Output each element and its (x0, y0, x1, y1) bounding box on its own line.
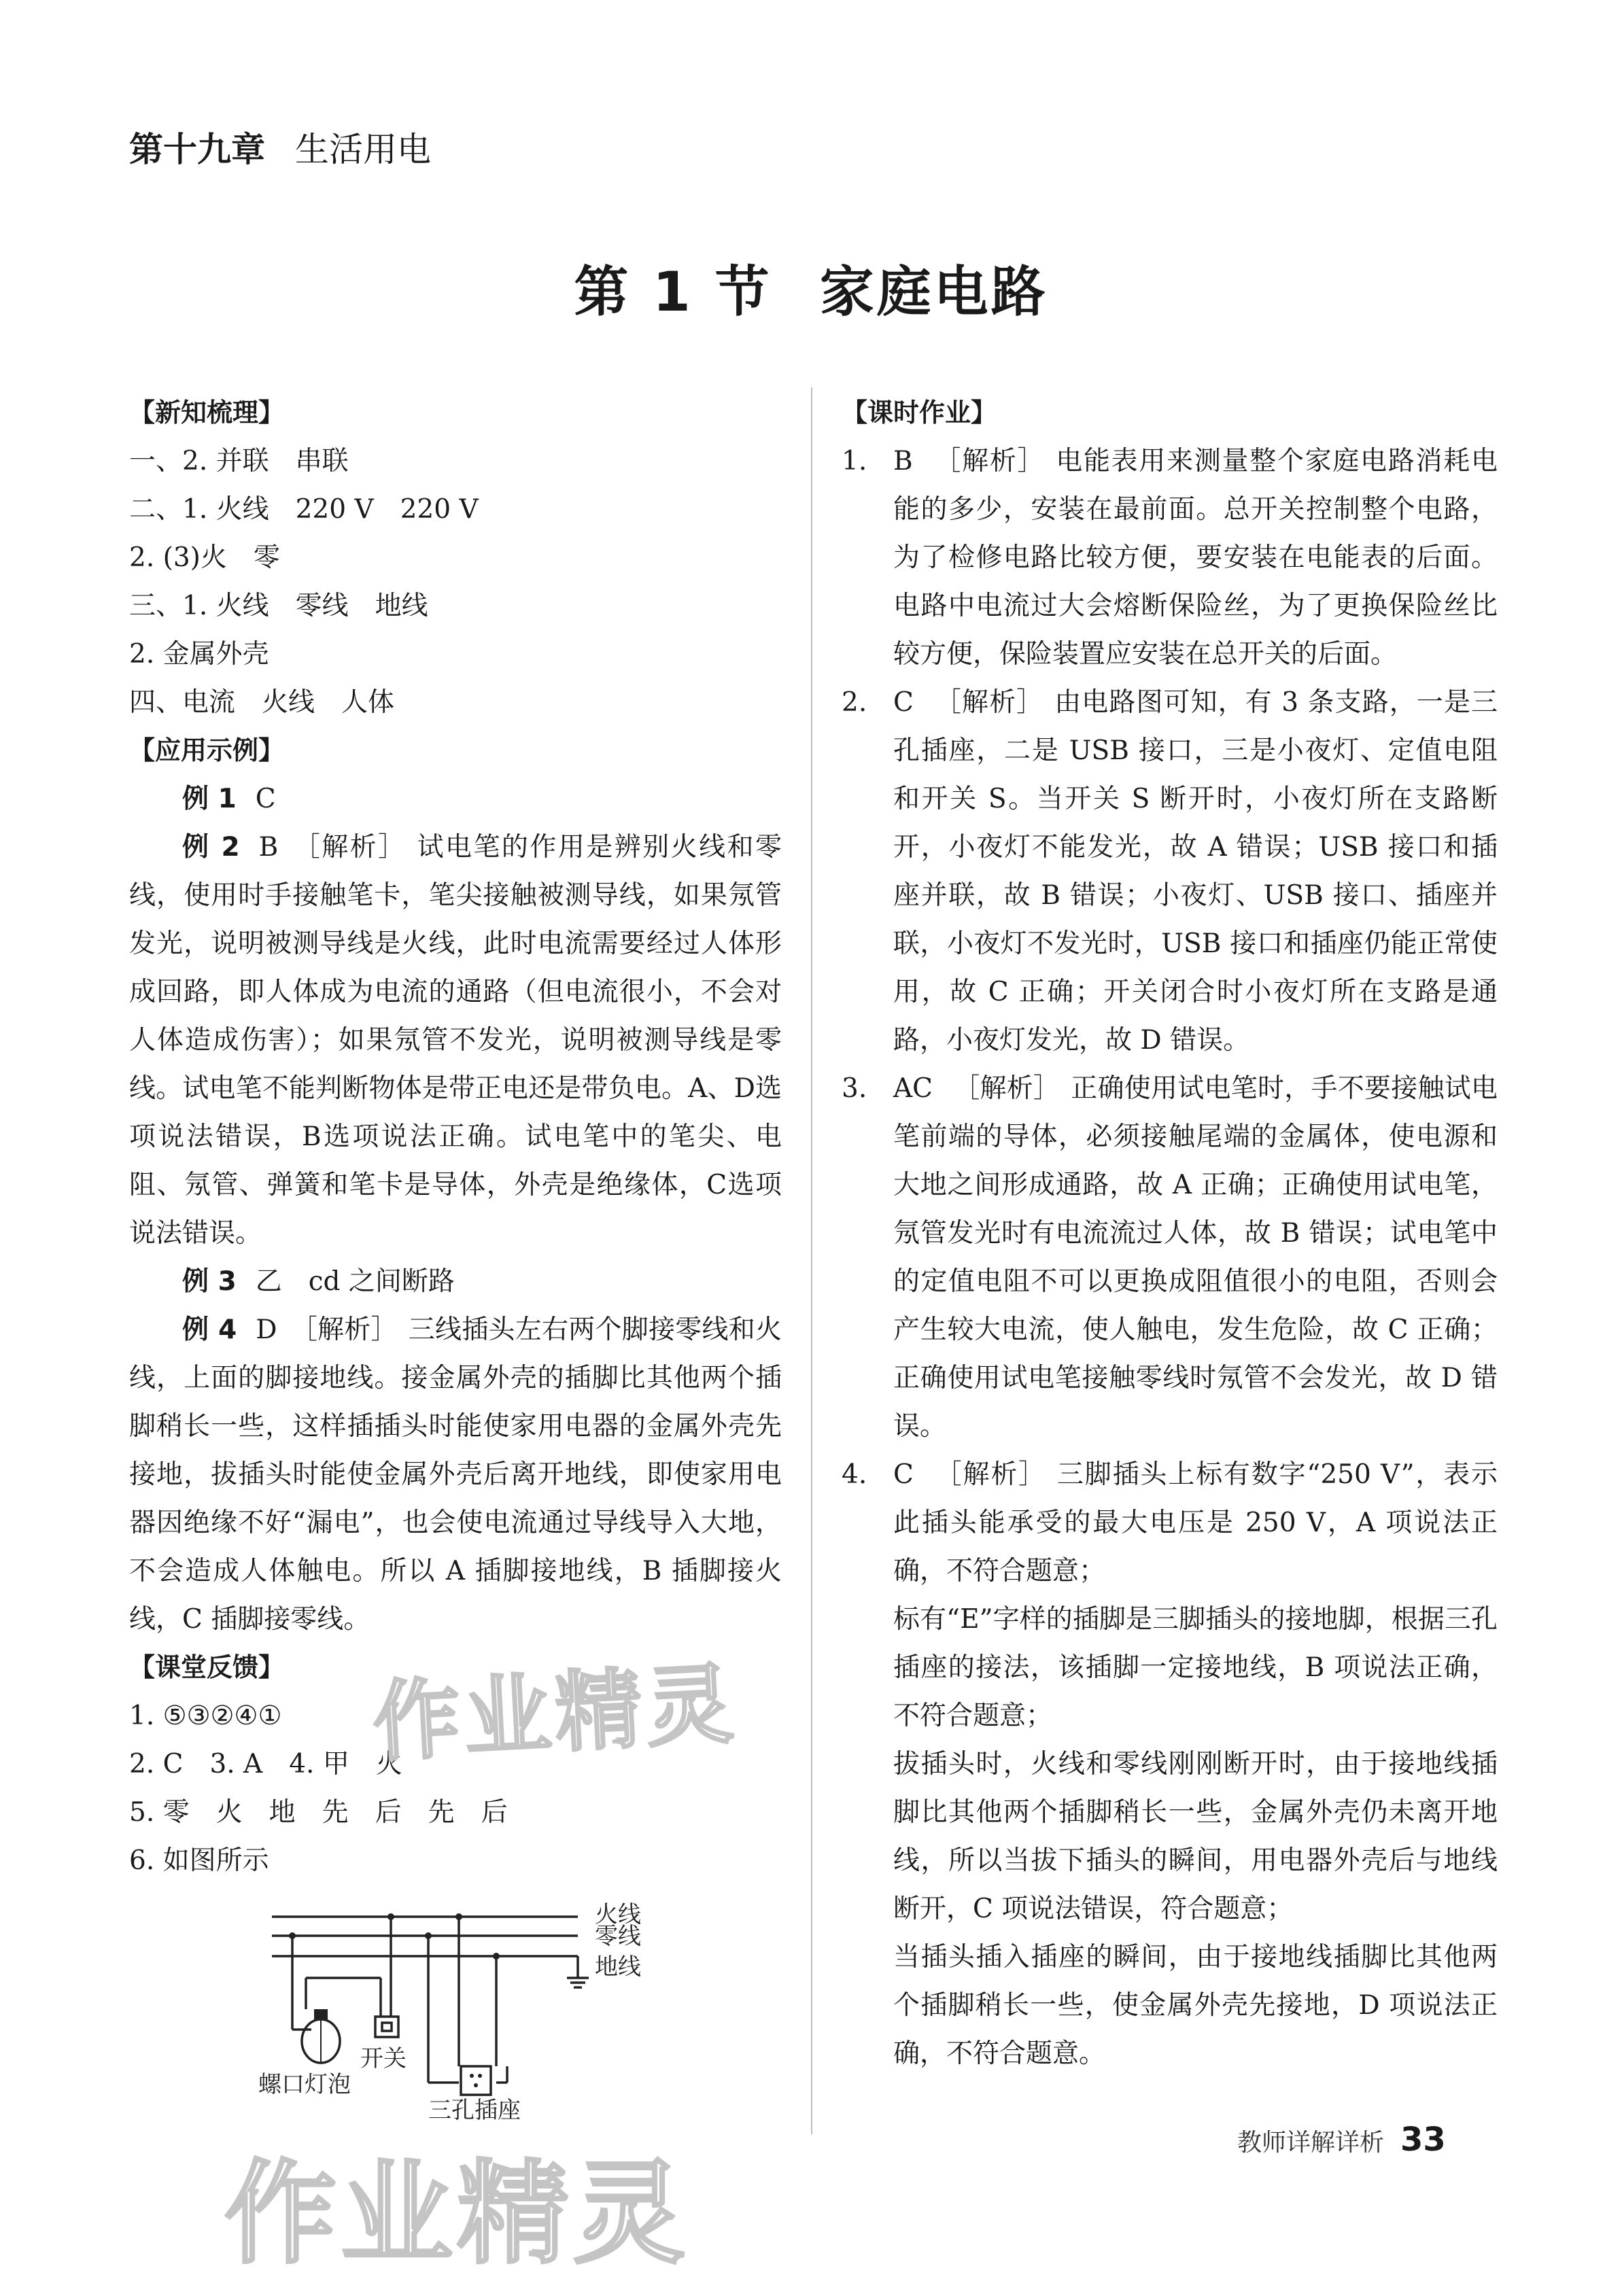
item-number: 1. (842, 446, 867, 476)
example-label: 例 4 (182, 1315, 237, 1345)
xinzhi-line: 一、2. 并联 串联 (129, 446, 349, 476)
analysis-tag: ［解析］ (933, 687, 1044, 718)
item-answer: C (893, 1459, 914, 1490)
xinzhi-line: 2. (3)火 零 (129, 542, 280, 573)
homework-item-4 (842, 1450, 1498, 1595)
homework-item-2 (842, 678, 1498, 1064)
example-answer: D (256, 1315, 277, 1345)
ketang-line: 5. 零 火 地 先 后 先 后 (129, 1797, 508, 1828)
homework-item-3 (842, 1064, 1498, 1450)
item-answer: AC (893, 1073, 933, 1104)
watermark: 作业精灵 (370, 1654, 740, 1774)
analysis-tag: ［解析］ (953, 1073, 1060, 1104)
label-live: 火线 (595, 1901, 641, 1928)
item-answer: B (893, 446, 913, 476)
section-heading-yingyong: 【应用示例】 (129, 735, 285, 765)
ketang-line: 1. ⑤③②④① (129, 1701, 282, 1731)
analysis-tag: ［解析］ (933, 446, 1046, 476)
section-heading-keshi: 【课时作业】 (842, 398, 997, 428)
page-number: 33 (1400, 2121, 1446, 2159)
example-answer: 乙 cd 之间断路 (255, 1266, 455, 1297)
chapter-heading (129, 122, 431, 171)
example-2 (129, 823, 782, 1257)
label-switch: 开关 (360, 2045, 407, 2072)
item-number: 4. (842, 1459, 867, 1490)
item-analysis: 由电路图可知，有 3 条支路，一是三孔插座，二是 USB 接口，三是小夜灯、定值电阻和开关 S。当开关 S 断开时，小夜灯所在支路断开，小夜灯不能发光，故 A 错误；USB 接口和插座并联，故 B 错误；小夜灯、USB 接口、插座并联，小夜灯不发光时，USB 接口和插座仍能正常使用，故 C 正确；开关闭合时小夜灯所在支路是通路，小夜灯发光，故 D 错误。 (893, 687, 1498, 1056)
item-analysis: 三脚插头上标有数字“250 V”，表示此插头能承受的最大电压是 250 V，A 项说法正确，不符合题意； (893, 1459, 1498, 1586)
switch-box (375, 2017, 398, 2037)
analysis-tag: ［解析］ (292, 832, 407, 863)
chapter-number: 第十九章 (129, 130, 265, 169)
example-4 (129, 1306, 782, 1643)
label-socket: 三孔插座 (428, 2097, 521, 2121)
label-bulb: 螺口灯泡 (258, 2071, 351, 2098)
analysis-tag: ［解析］ (933, 1459, 1046, 1490)
section-number: 第 1 节 (574, 260, 772, 324)
xinzhi-line: 四、电流 火线 人体 (129, 687, 395, 718)
ketang-line: 6. 如图所示 (129, 1845, 269, 1876)
section-heading-ketang: 【课堂反馈】 (129, 1652, 285, 1682)
example-analysis: 三线插头左右两个脚接零线和火线，上面的脚接地线。接金属外壳的插脚比其他两个插脚稍长一些，这样插插头时能使家用电器的金属外壳先接地，拔插头时能使金属外壳后离开地线，即使家用电器因绝缘不好“漏电”，也会使电流通过导线导入大地，不会造成人体触电。所以 A 插脚接地线，B 插脚接火线，C 插脚接零线。 (129, 1315, 782, 1635)
bulb-screw-base (314, 2009, 328, 2020)
example-label: 例 3 (182, 1266, 237, 1297)
example-label: 例 2 (182, 832, 240, 863)
xinzhi-line: 三、1. 火线 零线 地线 (129, 591, 428, 621)
homework-item-1 (842, 437, 1498, 678)
circuit-diagram (224, 1876, 714, 2121)
example-label: 例 1 (182, 784, 237, 814)
item-4-paragraph: 标有“E”字样的插脚是三脚插头的接地脚，根据三孔插座的接法，该插脚一定接地线，B 项说法正确，不符合题意； (893, 1604, 1498, 1731)
item-answer: C (893, 687, 914, 718)
xinzhi-line: 二、1. 火线 220 V 220 V (129, 494, 479, 525)
ketang-line: 2. C 3. A 4. 甲 火 (129, 1749, 402, 1779)
item-4-paragraph: 当插头插入插座的瞬间，由于接地线插脚比其他两个插脚稍长一些，使金属外壳先接地，D 项说法正确，不符合题意。 (893, 1942, 1498, 2069)
column-divider (811, 387, 812, 2134)
example-answer: C (255, 784, 276, 814)
page-footer (1237, 2121, 1446, 2159)
watermark: 作业精灵 (224, 2149, 689, 2279)
example-3 (129, 1257, 782, 1306)
xinzhi-line: 2. 金属外壳 (129, 639, 269, 669)
example-1 (129, 775, 782, 823)
socket-box (461, 2066, 491, 2095)
page-title (0, 248, 1622, 326)
label-neutral: 零线 (595, 1923, 641, 1950)
footer-label: 教师详解详析 (1237, 2129, 1385, 2157)
item-4-paragraph: 拔插头时，火线和零线刚刚断开时，由于接地线插脚比其他两个插脚稍长一些，金属外壳仍未离开地线，所以当拔下插头的瞬间，用电器外壳后与地线断开，C 项说法错误，符合题意； (893, 1749, 1498, 1924)
label-ground: 地线 (595, 1953, 641, 1981)
chapter-name: 生活用电 (295, 130, 431, 169)
item-number: 2. (842, 687, 867, 718)
item-analysis: 电能表用来测量整个家庭电路消耗电能的多少，安装在最前面。总开关控制整个电路，为了检修电路比较方便，要安装在电能表的后面。电路中电流过大会熔断保险丝，为了更换保险丝比较方便，保险装置应安装在总开关的后面。 (893, 446, 1498, 669)
analysis-tag: ［解析］ (290, 1315, 398, 1345)
section-name: 家庭电路 (819, 260, 1048, 324)
example-analysis: 试电笔的作用是辨别火线和零线，使用时手接触笔卡，笔尖接触被测导线，如果氖管发光，说明被测导线是火线，此时电流需要经过人体形成回路，即人体成为电流的通路（但电流很小，不会对人体造成伤害）；如果氖管不发光，说明被测导线是零线。试电笔不能判断物体是带正电还是带负电。A、D选项说法错误，B选项说法正确。试电笔中的笔尖、电阻、氖管、弹簧和笔卡是导体，外壳是绝缘体，C选项说法错误。 (129, 832, 782, 1249)
section-heading-xinzhi: 【新知梳理】 (129, 398, 285, 428)
item-number: 3. (842, 1073, 867, 1104)
item-analysis: 正确使用试电笔时，手不要接触试电笔前端的导体，必须接触尾端的金属体，使电源和大地之间形成通路，故 A 正确；正确使用试电笔，氖管发光时有电流流过人体，故 B 错误；试电笔中的定值电阻不可以更换成阻值很小的电阻，否则会产生较大电流，使人触电，发生危险，故 C 正确；正确使用试电笔接触零线时氖管不会发光，故 D 错误。 (893, 1073, 1498, 1442)
example-answer: B (258, 832, 279, 863)
right-column (842, 389, 1498, 2078)
